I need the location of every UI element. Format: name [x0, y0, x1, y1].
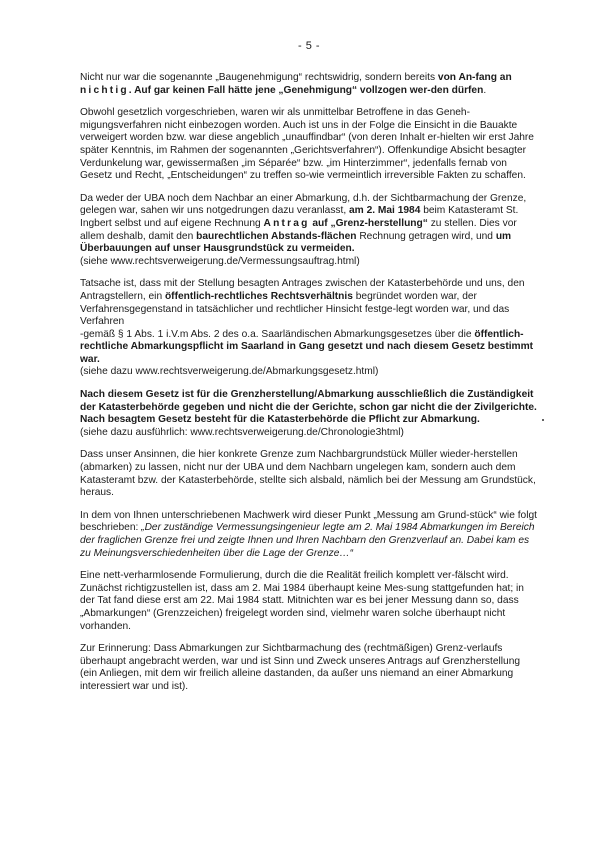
paragraph-nichtig: [80, 72, 538, 97]
paragraph-formulierung: Eine nett-verharmlosende Formulierung, durch die die Realität freilich komplett ver-fälscht wird. Zunächst richtigzustellen ist, dass am 2. Mai 1984 überhaupt keine Mes-sung stattgefunden hat; in der Tat fand diese erst am 22. Mai 1984 statt. Mitnichten war es bei jener Messung dann so, dass „Abmarkungen“ (Grenzzeichen) freigelegt worden sind, vielmehr waren solche überhaupt nicht vorhanden.: [80, 570, 524, 632]
paragraph-verfahren: Obwohl gesetzlich vorgeschrieben, waren wir als unmittelbar Betroffene in das Geneh-migungsverfahren nicht einbezogen worden. Auch ist uns in der Folge die Einsicht in die Bauakte verweigert worden bzw. war diese angeblich „unauffindbar“ (von deren Inhalt er-hielten wir erst Jahre später Kenntnis, im Rahmen der sogenannten „Gerichtsverfahren“). Offenkundige Absicht besagter Verdunkelung war, gewissermaßen „im Séparée“ bzw. „im Hinterzimmer“, jedenfalls fernab von Gesetz und Recht, „Entscheidungen“ zu treffen so-wie vermeintlich irreversible Fakten zu schaffen.: [80, 107, 534, 182]
bold-text: öffentlich-rechtliche Abmarkungspflicht im Saarland in Gang gesetzt und nach diesem Gesetz bestimmt war.: [80, 328, 534, 365]
reference-link: (siehe www.rechtsverweigerung.de/Vermessungsauftrag.html): [80, 255, 360, 267]
text: begründet worden war, der Verfahrensgegenstand in tatsächlicher und rechtlicher Hinsicht festge-legt worden war, und das Verfahren: [80, 290, 510, 328]
bold-text: von An-fang an: [437, 72, 512, 83]
text: Tatsache ist, dass mit der Stellung besagten Antrages zwischen der Katasterbehörde und uns, den Antragstellern, ein: [80, 278, 525, 302]
paragraph-erinnerung: Zur Erinnerung: Dass Abmarkungen zur Sichtbarmachung des (rechtmäßigen) Grenz-verlaufs überhaupt angebracht werden, war und ist Sinn und Zweck unseres Antrags auf Grenzherstellung (ein Anliegen, mit dem wir freilich alleine dastanden, da außer uns niemand an einer Abmarkung interessiert war und ist).: [80, 643, 521, 692]
text: -gemäß § 1 Abs. 1 i.V.m Abs. 2 des o.a. Saarländischen Abmarkungsgesetzes über die: [80, 328, 475, 340]
bold-text: Nach diesem Gesetz ist für die Grenzherstellung/Abmarkung ausschließlich die Zuständigkeit der Katasterbehörde gegeben und nicht die der Gerichte, schon gar nicht die der Zivilgerichte. Nach besagtem Gesetz besteht für die Katasterbehörde die Pflicht zur Abmarkung.: [80, 389, 537, 426]
text: beim Katasteramt St. Ingbert selbst und auf eigene Rechnung: [80, 205, 519, 229]
bold-text: auf „Grenz-herstellung“: [309, 217, 428, 229]
bold-text: baurechtlichen Abstands-flächen: [196, 230, 357, 242]
text: Nicht nur war die sogenannte „Baugenehmigung“ rechtswidrig, sondern bereits: [80, 72, 438, 83]
bold-spaced-text: nichtig: [80, 84, 129, 96]
reference-link: (siehe dazu www.rechtsverweigerung.de/Abmarkungsgesetz.html): [80, 366, 379, 378]
reference-link: (siehe dazu ausführlich: www.rechtsverweigerung.de/Chronologie3html): [80, 426, 404, 438]
text: Da weder der UBA noch dem Nachbar an einer Abmarkung, d.h. der Sichtbarmachung der Grenze, gelegen war, sahen wir uns notgedrungen dazu veranlasst,: [80, 192, 527, 217]
bold-text: am 2. Mai 1984: [349, 205, 421, 217]
line: [80, 329, 538, 367]
bold-text: um Überbauungen auf unser Hausgrundstück zu vermeiden.: [80, 230, 512, 255]
text: .: [483, 84, 487, 96]
paragraph-rechtsverhaeltnis: [80, 278, 538, 379]
text: zu stellen. Dies vor allem deshalb, damit den: [80, 217, 517, 242]
bold-text: öffentlich-rechtliches Rechtsverhältnis: [164, 290, 353, 302]
text: In dem von Ihnen unterschriebenen Machwerk wird dieser Punkt „Messung am Grund-stück“ wie folgt beschrieben:: [80, 509, 537, 534]
paragraph-antrag: [80, 193, 538, 269]
page-number: - 5 -: [297, 40, 321, 52]
bold-text: . Auf gar keinen Fall hätte jene „Genehmigung“ vollzogen wer-den dürfen: [128, 84, 484, 96]
italic-quote: „Der zuständige Vermessungsingenieur legte am 2. Mai 1984 Abmarkungen im Bereich der fraglichen Grenze frei und zeigte Ihnen und Ihren Nachbarn den Grenzverlauf an. Dabei kam es zu Meinungsverschiedenheiten über die Lage der Grenze…“: [80, 522, 535, 559]
paragraph-machwerk: [80, 510, 538, 560]
text: Rechnung getragen wird, und: [356, 230, 496, 242]
paragraph-ansinnen: Dass unser Ansinnen, die hier konkrete Grenze zum Nachbargrundstück Müller wieder-herstellen (abmarken) zu lassen, nicht nur der UBA und dem Nachbarn ungelegen kam, sondern auch dem Katasteramt bzw. der Katasterbehörde, stellte sich alsbald, nämlich bei der Messung am Grundstück, heraus.: [80, 449, 536, 499]
bold-spaced-text: Antrag: [263, 217, 310, 229]
stray-dot-mark: [542, 419, 544, 421]
paragraph-zustaendigkeit: [80, 389, 538, 439]
